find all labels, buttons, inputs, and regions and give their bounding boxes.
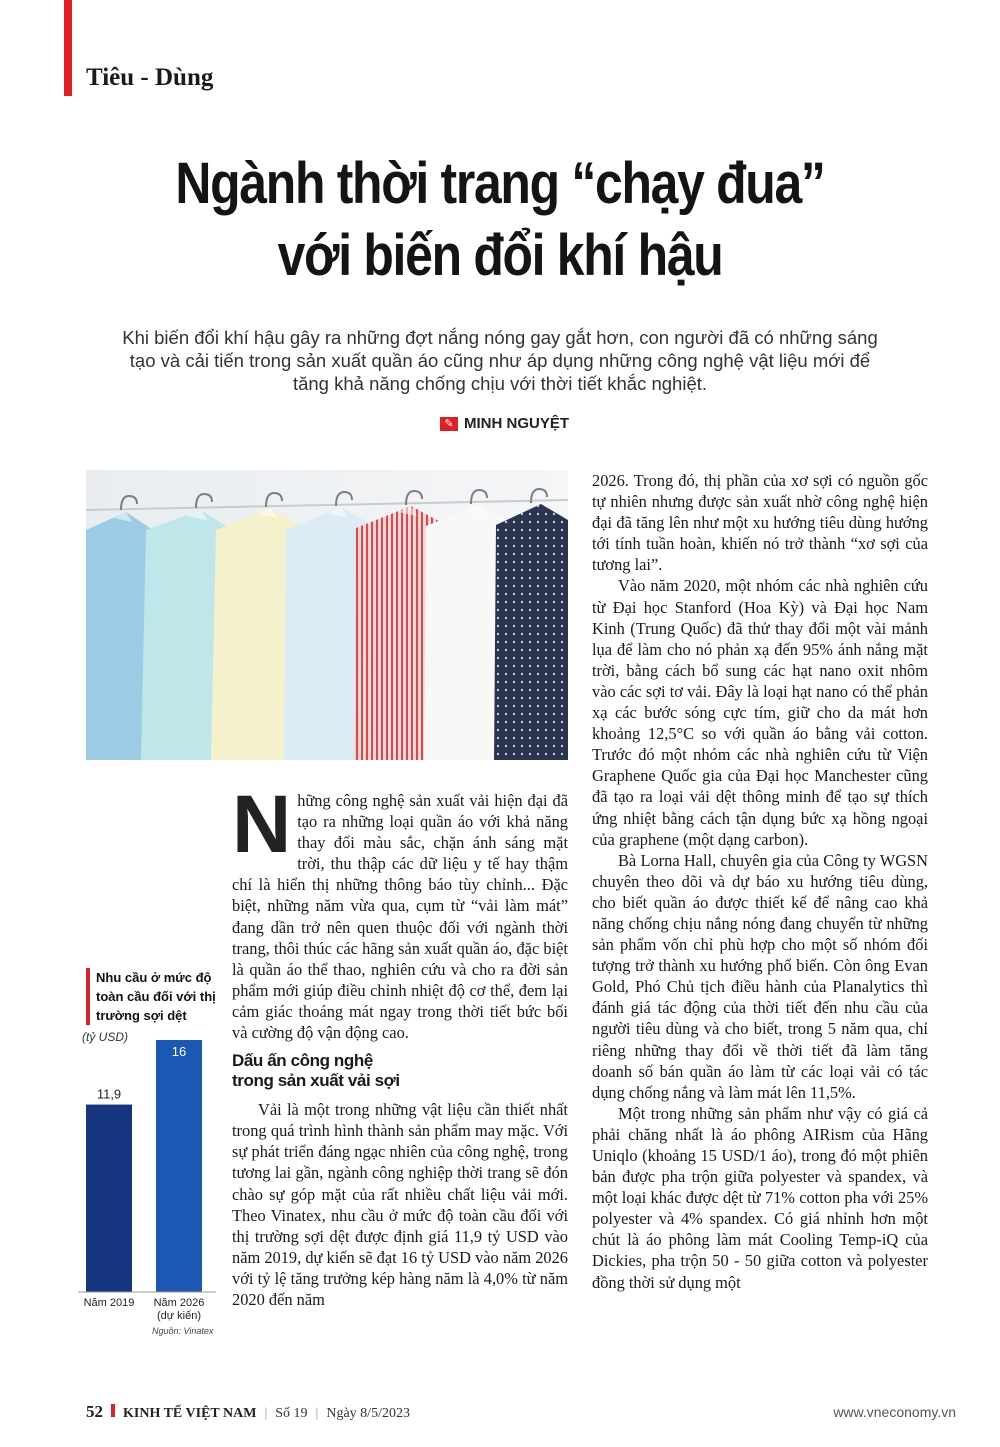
body-paragraph: Vải là một trong những vật liệu cần thiết nhất trong quá trình hình thành sản phẩm may mặc. Với sự phát triển đáng ngạc nhiên của công nghệ, trong tương lai gần, ngành công nghiệp thời trang sẽ đón chào sự góp mặt của rất nhiều chất liệu vải mới. Theo Vinatex, nhu cầu ở mức độ toàn cầu đối với thị trường sợi dệt được định giá 11,9 tỷ USD vào năm 2019, dự kiến sẽ đạt 16 tỷ USD vào năm 2026 với tỷ lệ tăng trưởng kép hàng năm là 4,0% từ năm 2020 đến năm <box>232 1100 568 1309</box>
chart-title: Nhu cầu ở mức độ toàn cầu đối với thị trường sợi dệt <box>96 970 216 1023</box>
chart-category-label: Năm 2019 <box>83 1297 135 1309</box>
pen-icon: ✎ <box>440 417 458 431</box>
byline <box>440 415 569 432</box>
intro-paragraph: Những công nghệ sản xuất vải hiện đại đã tạo ra những loại quần áo với khả năng thay đổi màu sắc, chặn ánh sáng mặt trời, thu thập các dữ liệu y tế hay thậm chí là hiển thị những thông báo tùy chỉnh... Đặc biệt, những năm vừa qua, cụm từ “vải làm mát” đang dần trở nên quen thuộc đối với ngành thời trang, thôi thúc các hãng sản xuất quần áo, đặc biệt là quần áo thể thao, nghiên cứu và cho ra đời sản phẩm mới giúp điều chỉnh nhiệt độ cơ thể, đem lại cảm giác thoáng mát ngay trong thời tiết bức bối và cường độ vận động cao. <box>232 779 568 1043</box>
chart-value-label: 16 <box>171 1044 187 1059</box>
chart-title-block <box>86 968 216 1025</box>
author-name: MINH NGUYỆT <box>464 415 569 432</box>
article-title-line-1: Ngành thời trang “chạy đua” <box>175 151 825 216</box>
chart-value-label: 11,9 <box>96 1086 122 1102</box>
article-column-right <box>592 470 928 1293</box>
body-paragraph: Vào năm 2020, một nhóm các nhà nghiên cứu từ Đại học Stanford (Hoa Kỳ) và Đại học Nam Kinh (Trung Quốc) đã thử thay đổi một vài mảnh lụa để làm cho nó phản xạ đến 95% ánh nắng mặt trời, bằng cách bổ sung các hạt nano oxit nhôm vào các sợi tơ vải. Đây là loại hạt nano có thể phản xạ các bước sóng cực tím, giữ cho da mát hơn khoảng 12,5°C so với quần áo bằng vải cotton. Trước đó một nhóm các nhà nghiên cứu từ Viện Graphene Quốc gia của Đại học Manchester cũng đã tạo ra loại vải dệt thông minh để tạo sự thích ứng nhiệt bằng cách tận dụng bức xạ hồng ngoại của graphene (một dạng carbon). <box>592 576 928 849</box>
body-paragraph: Bà Lorna Hall, chuyên gia của Công ty WGSN chuyên theo dõi và dự báo xu hướng tiêu dùng, cho biết quần áo được thiết kế để nâng cao khả năng chống chịu nắng nóng đang chuyển từ những sản phẩm vốn chỉ phù hợp cho một số nhóm đối tượng trở thành xu hướng phổ biến. Còn ông Evan Gold, Phó Chủ tịch điều hành của Planalytics thì đánh giá tác động của thời tiết đến nhu cầu của người tiêu dùng và cho biết, trong 5 năm qua, chỉ riêng những thay đổi về thời tiết đã làm tăng doanh số bán quần áo làm từ các loại vải có tác dụng chống nắng và làm mát lên 11,5%. <box>592 850 928 1102</box>
chart-unit: (tỷ USD) <box>82 1030 128 1044</box>
subheading: Dấu ấn công nghệ trong sản xuất vải sợi <box>232 1051 400 1091</box>
website: www.vneconomy.vn <box>833 1404 956 1420</box>
chart-source: Nguồn: Vinatex <box>152 1326 214 1336</box>
chart-bar <box>86 1105 132 1292</box>
page-number: 52 <box>86 1402 103 1421</box>
magazine-name: KINH TẾ VIỆT NAM <box>123 1406 257 1421</box>
section-accent-bar <box>64 0 72 96</box>
body-paragraph: 2026. Trong đó, thị phần của xơ sợi có nguồn gốc tự nhiên nhưng được sản xuất nhờ công nghệ hiện đại đã tăng lên như một xu hướng tiêu dùng hướng tới tính tuần hoàn, khiến nó trở thành “xơ sợi của tương lai”. <box>592 471 928 575</box>
article-lead: Khi biến đổi khí hậu gây ra những đợt nắng nóng gay gắt hơn, con người đã có những sáng tạo và cải tiến trong sản xuất quần áo cũng như áp dụng những công nghệ vật liệu mới để tăng khả năng chống chịu với thời tiết khắc nghiệt. <box>122 327 878 394</box>
page-footer: 52 KINH TẾ VIỆT NAM | Số 19 | Ngày 8/5/2023 www.vneconomy.vn <box>86 1402 956 1421</box>
bar-chart <box>78 1030 218 1330</box>
magazine-accent-mark <box>111 1404 115 1417</box>
shirts-photo <box>86 470 568 760</box>
chart-bar <box>156 1040 202 1292</box>
drop-cap: N <box>232 779 292 870</box>
article-column-middle <box>232 779 568 1310</box>
chart-category-label: Năm 2026 <box>153 1297 205 1309</box>
chart-category-note: (dự kiến) <box>156 1310 202 1322</box>
issue-date: Ngày 8/5/2023 <box>326 1406 410 1421</box>
section-label: Tiêu - Dùng <box>86 64 214 91</box>
body-paragraph: Một trong những sản phẩm như vậy có giá cả phải chăng nhất là áo phông AIRism của Hãng Uniqlo (khoảng 15 USD/1 áo), trong đó một phiên bản được pha trộn giữa polyester và spandex, và một loại khác được dệt từ 71% cotton pha với 25% polyester và 4% spandex. Có giá nhỉnh hơn một chút là áo phông làm mát Cooling Temp-iQ của Dickies, pha trộn 50 - 50 giữa cotton và polyester đồng thời sử dụng một <box>592 1103 928 1292</box>
issue-number: Số 19 <box>275 1406 308 1421</box>
article-title-line-2: với biến đổi khí hậu <box>277 223 723 288</box>
